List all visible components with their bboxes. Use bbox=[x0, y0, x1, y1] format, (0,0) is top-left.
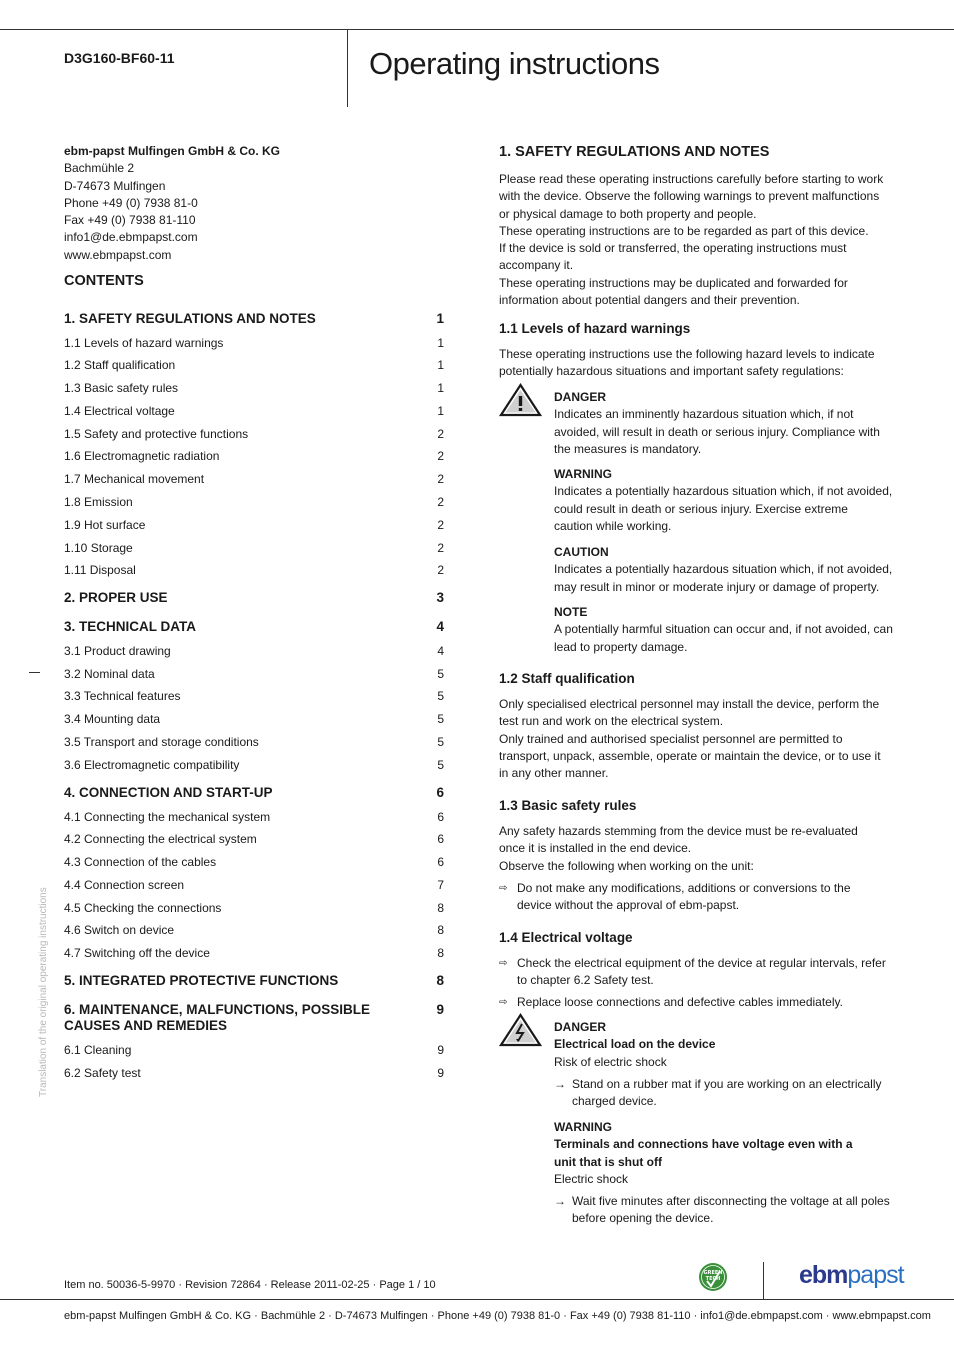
arrow-right-icon: → bbox=[554, 1077, 566, 1091]
toc-page-number: 2 bbox=[437, 518, 444, 532]
toc-entry-title: 6.1 Cleaning bbox=[64, 1043, 132, 1057]
section-1-3-title: 1.3 Basic safety rules bbox=[499, 798, 637, 813]
toc-row[interactable] bbox=[64, 357, 444, 377]
company-address bbox=[64, 143, 344, 264]
text-line: potentially hazardous situations and important safety regulations: bbox=[499, 364, 844, 379]
toc-page-number: 5 bbox=[437, 712, 444, 726]
text-line: Risk of electric shock bbox=[554, 1054, 667, 1069]
section-1-1-title: 1.1 Levels of hazard warnings bbox=[499, 321, 691, 336]
company-website: www.ebmpapst.com bbox=[64, 247, 172, 262]
toc-row[interactable] bbox=[64, 471, 444, 491]
text-line: with the device. Observe the following warnings to prevent malfunctions bbox=[499, 189, 880, 204]
toc-row[interactable] bbox=[64, 734, 444, 754]
text-line: If the device is sold or transferred, the operating instructions must bbox=[499, 241, 847, 256]
toc-entry-title: 4.1 Connecting the mechanical system bbox=[64, 810, 271, 824]
text-line: These operating instructions use the following hazard levels to indicate bbox=[499, 347, 875, 361]
toc-row[interactable] bbox=[64, 311, 444, 331]
toc-row[interactable] bbox=[64, 619, 444, 639]
toc-page-number: 1 bbox=[437, 404, 444, 418]
text-line: These operating instructions are to be regarded as part of this device. bbox=[499, 223, 869, 238]
toc-entry-title: 1.5 Safety and protective functions bbox=[64, 427, 249, 441]
toc-entry-title: 4.4 Connection screen bbox=[64, 878, 185, 892]
text-line: Any safety hazards stemming from the device must be re-evaluated bbox=[499, 824, 858, 838]
arrow-right-icon: → bbox=[554, 1194, 566, 1208]
toc-row[interactable] bbox=[64, 403, 444, 423]
toc-page-number: 8 bbox=[437, 946, 444, 960]
text-line: before opening the device. bbox=[572, 1211, 714, 1226]
text-line: charged device. bbox=[572, 1094, 657, 1109]
hazard-label: CAUTION bbox=[554, 545, 609, 559]
toc-row[interactable] bbox=[64, 922, 444, 942]
bullet-arrow-icon: ⇨ bbox=[499, 997, 508, 1008]
section-1-1-intro bbox=[499, 346, 894, 381]
text-line: or physical damage to both property and people. bbox=[499, 206, 757, 221]
toc-row[interactable] bbox=[64, 1065, 444, 1085]
bullet-arrow-icon: ⇨ bbox=[499, 883, 508, 894]
toc-entry-title: 4. CONNECTION AND START-UP bbox=[64, 785, 273, 800]
toc-row[interactable] bbox=[64, 666, 444, 686]
toc-entry-title: 1.4 Electrical voltage bbox=[64, 404, 175, 418]
toc-page-number: 9 bbox=[436, 1002, 444, 1017]
toc-row[interactable] bbox=[64, 785, 444, 805]
logo-part-ebm: ebm bbox=[799, 1261, 848, 1289]
toc-page-number: 7 bbox=[437, 878, 444, 892]
toc-page-number: 2 bbox=[437, 449, 444, 463]
company-street: Bachmühle 2 bbox=[64, 161, 135, 176]
toc-entry-title: 4.2 Connecting the electrical system bbox=[64, 832, 257, 846]
company-fax: Fax +49 (0) 7938 81-110 bbox=[64, 213, 196, 228]
toc-row[interactable] bbox=[64, 945, 444, 965]
text-line: information about potential dangers and their prevention. bbox=[499, 293, 800, 308]
text-line: Only specialised electrical personnel may install the device, perform the bbox=[499, 697, 880, 711]
header-top-rule bbox=[0, 29, 954, 30]
text-line: Stand on a rubber mat if you are working on an electrically bbox=[572, 1077, 882, 1091]
toc-page-number: 2 bbox=[437, 563, 444, 577]
toc-row[interactable] bbox=[64, 900, 444, 920]
toc-entry-title: 4.5 Checking the connections bbox=[64, 901, 222, 915]
toc-row[interactable] bbox=[64, 711, 444, 731]
text-line: Electric shock bbox=[554, 1171, 629, 1186]
ebmpapst-logo bbox=[799, 1259, 904, 1291]
toc-row[interactable] bbox=[64, 335, 444, 355]
toc-row[interactable] bbox=[64, 757, 444, 777]
toc-page-number: 1 bbox=[437, 381, 444, 395]
toc-page-number: 9 bbox=[437, 1066, 444, 1080]
text-line: Indicates an imminently hazardous situation which, if not bbox=[554, 407, 854, 422]
toc-entry-title: 3.4 Mounting data bbox=[64, 712, 161, 726]
text-line: once it is installed in the end device. bbox=[499, 841, 692, 856]
toc-row[interactable] bbox=[64, 854, 444, 874]
section-1-title: 1. SAFETY REGULATIONS AND NOTES bbox=[499, 144, 770, 160]
greentech-badge-icon bbox=[698, 1262, 728, 1292]
fold-mark bbox=[29, 672, 40, 673]
side-note: Translation of the original operating instructions bbox=[38, 887, 49, 1097]
hazard-warning bbox=[554, 466, 894, 535]
text-line: Do not make any modifications, additions or conversions to the bbox=[517, 881, 851, 895]
toc-page-number: 3 bbox=[436, 590, 444, 605]
toc-page-number: 2 bbox=[437, 495, 444, 509]
text-line: These operating instructions may be duplicated and forwarded for bbox=[499, 275, 848, 290]
toc-page-number: 1 bbox=[437, 336, 444, 350]
toc-entry-title: 4.3 Connection of the cables bbox=[64, 855, 217, 869]
hazard-label: DANGER bbox=[554, 1020, 607, 1034]
toc-row[interactable] bbox=[64, 877, 444, 897]
company-name: ebm-papst Mulfingen GmbH & Co. KG bbox=[64, 144, 280, 158]
text-line: test run and work on the electrical system. bbox=[499, 714, 724, 729]
toc-page-number: 4 bbox=[436, 619, 444, 634]
toc-row[interactable] bbox=[64, 1002, 444, 1038]
hazard-label: WARNING bbox=[554, 467, 612, 481]
toc-entry-title: 1.1 Levels of hazard warnings bbox=[64, 336, 224, 350]
toc-page-number: 8 bbox=[437, 923, 444, 937]
text-line: A potentially harmful situation can occur and, if not avoided, can bbox=[554, 622, 893, 637]
toc-row[interactable] bbox=[64, 831, 444, 851]
toc-page-number: 2 bbox=[437, 427, 444, 441]
toc-row[interactable] bbox=[64, 540, 444, 560]
electrical-warning bbox=[554, 1119, 894, 1188]
toc-page-number: 8 bbox=[437, 901, 444, 915]
toc-entry-title: 3.6 Electromagnetic compatibility bbox=[64, 758, 240, 772]
toc-entry-title: 3.3 Technical features bbox=[64, 689, 181, 703]
hazard-label: WARNING bbox=[554, 1120, 612, 1134]
electric-shock-icon bbox=[499, 1013, 542, 1047]
contents-title: CONTENTS bbox=[64, 273, 144, 289]
hazard-caution bbox=[554, 544, 894, 596]
toc-row[interactable] bbox=[64, 494, 444, 514]
warning-triangle-icon bbox=[499, 383, 542, 417]
toc-entry-title: 1.2 Staff qualification bbox=[64, 358, 176, 372]
toc-page-number: 6 bbox=[436, 785, 444, 800]
toc-row[interactable] bbox=[64, 517, 444, 537]
section-1-4-title: 1.4 Electrical voltage bbox=[499, 930, 633, 945]
bullet-arrow-icon: ⇨ bbox=[499, 958, 508, 969]
model-number: D3G160-BF60-11 bbox=[64, 50, 175, 66]
hazard-subtitle: unit that is shut off bbox=[554, 1154, 662, 1169]
toc-page-number: 9 bbox=[437, 1043, 444, 1057]
text-line: Wait five minutes after disconnecting the voltage at all poles bbox=[572, 1194, 890, 1208]
toc-entry-title: 3.2 Nominal data bbox=[64, 667, 155, 681]
text-line: transport, unpack, assemble, operate or maintain the device, or to use it bbox=[499, 748, 881, 763]
toc-entry-title: 3. TECHNICAL DATA bbox=[64, 619, 197, 634]
toc-row[interactable] bbox=[64, 426, 444, 446]
toc-row[interactable] bbox=[64, 562, 444, 582]
text-line: Check the electrical equipment of the device at regular intervals, refer bbox=[517, 956, 886, 970]
toc-page-number: 8 bbox=[436, 973, 444, 988]
toc-row[interactable] bbox=[64, 809, 444, 829]
toc-row[interactable] bbox=[64, 448, 444, 468]
toc-row[interactable] bbox=[64, 643, 444, 663]
hazard-subtitle: Electrical load on the device bbox=[554, 1037, 716, 1052]
text-line: avoided, will result in death or serious injury. Compliance with bbox=[554, 424, 880, 439]
toc-row[interactable] bbox=[64, 590, 444, 610]
section-1-intro bbox=[499, 171, 894, 309]
toc-page-number: 6 bbox=[437, 832, 444, 846]
toc-entry-title: 1.3 Basic safety rules bbox=[64, 381, 179, 395]
badge-text-top: GREEN bbox=[703, 1270, 723, 1276]
section-1-3-body bbox=[499, 823, 894, 875]
toc-page-number: 4 bbox=[437, 644, 444, 658]
toc-entry-title: 1.11 Disposal bbox=[64, 563, 136, 577]
hazard-label: NOTE bbox=[554, 605, 588, 619]
hazard-danger bbox=[554, 389, 894, 458]
toc-page-number: 5 bbox=[437, 735, 444, 749]
text-line: Indicates a potentially hazardous situation which, if not avoided, bbox=[554, 562, 893, 577]
toc-entry-title: 1. SAFETY REGULATIONS AND NOTES bbox=[64, 311, 316, 326]
toc-entry-title: 1.8 Emission bbox=[64, 495, 133, 509]
section-1-2-title: 1.2 Staff qualification bbox=[499, 671, 635, 686]
text-line: to chapter 6.2 Safety test. bbox=[517, 973, 654, 988]
toc-page-number: 6 bbox=[437, 855, 444, 869]
toc-page-number: 5 bbox=[437, 667, 444, 681]
toc-entry-title: 3.5 Transport and storage conditions bbox=[64, 735, 259, 749]
toc-entry-title: 1.10 Storage bbox=[64, 541, 133, 555]
page-title: Operating instructions bbox=[369, 46, 660, 81]
text-line: the measures is mandatory. bbox=[554, 441, 702, 456]
toc-entry-title-line2: CAUSES AND REMEDIES bbox=[64, 1018, 228, 1033]
company-email: info1@de.ebmpapst.com bbox=[64, 230, 198, 245]
text-line: Only trained and authorised specialist personnel are permitted to bbox=[499, 731, 843, 746]
footer-item-number: Item no. 50036-5-9970 · Revision 72864 · Release 2011-02-25 · Page 1 / 10 bbox=[64, 1279, 436, 1291]
text-line: device without the approval of ebm-papst. bbox=[517, 898, 740, 913]
toc-page-number: 5 bbox=[437, 689, 444, 703]
toc-row[interactable] bbox=[64, 380, 444, 400]
toc-entry-title: 6.2 Safety test bbox=[64, 1066, 141, 1080]
toc-page-number: 1 bbox=[437, 358, 444, 372]
toc-page-number: 5 bbox=[437, 758, 444, 772]
company-phone: Phone +49 (0) 7938 81-0 bbox=[64, 195, 198, 210]
toc-page-number: 2 bbox=[437, 472, 444, 486]
toc-row[interactable] bbox=[64, 973, 444, 993]
logo-divider bbox=[763, 1262, 764, 1299]
toc-entry-title: 1.6 Electromagnetic radiation bbox=[64, 449, 220, 463]
toc-entry-title: 4.7 Switching off the device bbox=[64, 946, 210, 960]
toc-row[interactable] bbox=[64, 688, 444, 708]
footer-address: ebm-papst Mulfingen GmbH & Co. KG · Bachmühle 2 · D-74673 Mulfingen · Phone +49 (0) 7938 81-0 · Fax +49 (0) 7938 81-110 · info1@de.ebmpapst.com · www.ebmpapst.com bbox=[64, 1310, 931, 1322]
logo-part-papst: papst bbox=[847, 1261, 904, 1289]
text-line: accompany it. bbox=[499, 258, 574, 273]
toc-page-number: 1 bbox=[436, 311, 444, 326]
text-line: Observe the following when working on the unit: bbox=[499, 858, 754, 873]
toc-entry-title: 3.1 Product drawing bbox=[64, 644, 171, 658]
company-city: D-74673 Mulfingen bbox=[64, 178, 166, 193]
text-line: Please read these operating instructions carefully before starting to work bbox=[499, 172, 884, 186]
badge-text-bottom: TECH bbox=[705, 1276, 721, 1282]
toc-entry-title: 6. MAINTENANCE, MALFUNCTIONS, POSSIBLE bbox=[64, 1002, 371, 1017]
text-line: caution while working. bbox=[554, 518, 672, 533]
text-line: lead to property damage. bbox=[554, 639, 688, 654]
hazard-label: DANGER bbox=[554, 390, 607, 404]
header-divider bbox=[347, 29, 348, 107]
section-1-2-body bbox=[499, 696, 894, 782]
hazard-note bbox=[554, 604, 894, 656]
toc-page-number: 6 bbox=[437, 810, 444, 824]
toc-entry-title: 4.6 Switch on device bbox=[64, 923, 175, 937]
toc-entry-title: 5. INTEGRATED PROTECTIVE FUNCTIONS bbox=[64, 973, 339, 988]
hazard-subtitle: Terminals and connections have voltage even with a bbox=[554, 1137, 853, 1152]
footer-rule bbox=[0, 1299, 954, 1300]
text-line: in any other manner. bbox=[499, 766, 609, 781]
text-line: Replace loose connections and defective cables immediately. bbox=[517, 995, 843, 1009]
toc-entry-title: 2. PROPER USE bbox=[64, 590, 168, 605]
text-line: could result in death or serious injury. Exercise extreme bbox=[554, 501, 848, 516]
toc-entry-title: 1.7 Mechanical movement bbox=[64, 472, 205, 486]
toc-entry-title: 1.9 Hot surface bbox=[64, 518, 146, 532]
text-line: may result in minor or moderate injury or damage of property. bbox=[554, 579, 880, 594]
toc-row[interactable] bbox=[64, 1042, 444, 1062]
toc-page-number: 2 bbox=[437, 541, 444, 555]
text-line: Indicates a potentially hazardous situation which, if not avoided, bbox=[554, 484, 893, 499]
electrical-danger bbox=[554, 1019, 894, 1071]
